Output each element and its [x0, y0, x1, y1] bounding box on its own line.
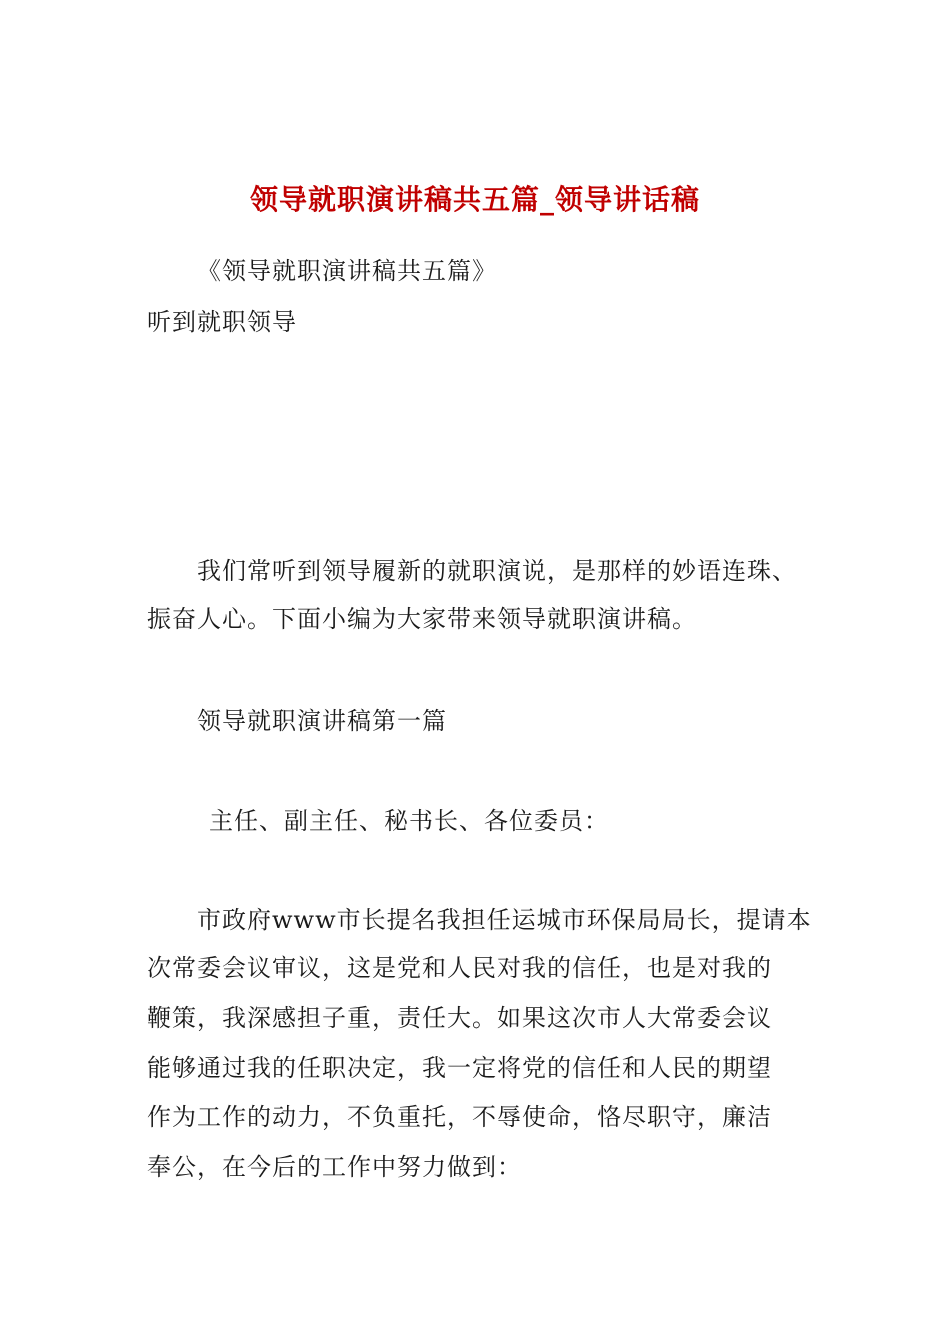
- body-paragraph-line: 鞭策，我深感担子重，责任大。如果这次市人大常委会议: [147, 1004, 772, 1032]
- body-paragraph-line: 市政府www市长提名我担任运城市环保局局长，提请本: [197, 906, 812, 934]
- intro-paragraph-line: 振奋人心。下面小编为大家带来领导就职演讲稿。: [147, 605, 697, 633]
- intro-paragraph-line: 我们常听到领导履新的就职演说，是那样的妙语连珠、: [197, 557, 797, 585]
- body-paragraph-line: 能够通过我的任职决定，我一定将党的信任和人民的期望: [147, 1054, 772, 1082]
- document-title: 领导就职演讲稿共五篇_领导讲话稿: [249, 183, 700, 216]
- intro-heading: 听到就职领导: [147, 308, 297, 336]
- subtitle: 《领导就职演讲稿共五篇》: [197, 257, 497, 285]
- body-paragraph-line: 次常委会议审议，这是党和人民对我的信任，也是对我的: [147, 954, 772, 982]
- section-heading: 领导就职演讲稿第一篇: [197, 707, 447, 735]
- body-paragraph-line: 奉公，在今后的工作中努力做到：: [147, 1153, 522, 1181]
- salutation: 主任、副主任、秘书长、各位委员：: [209, 807, 609, 835]
- body-paragraph-line: 作为工作的动力，不负重托，不辱使命，恪尽职守，廉洁: [147, 1103, 772, 1131]
